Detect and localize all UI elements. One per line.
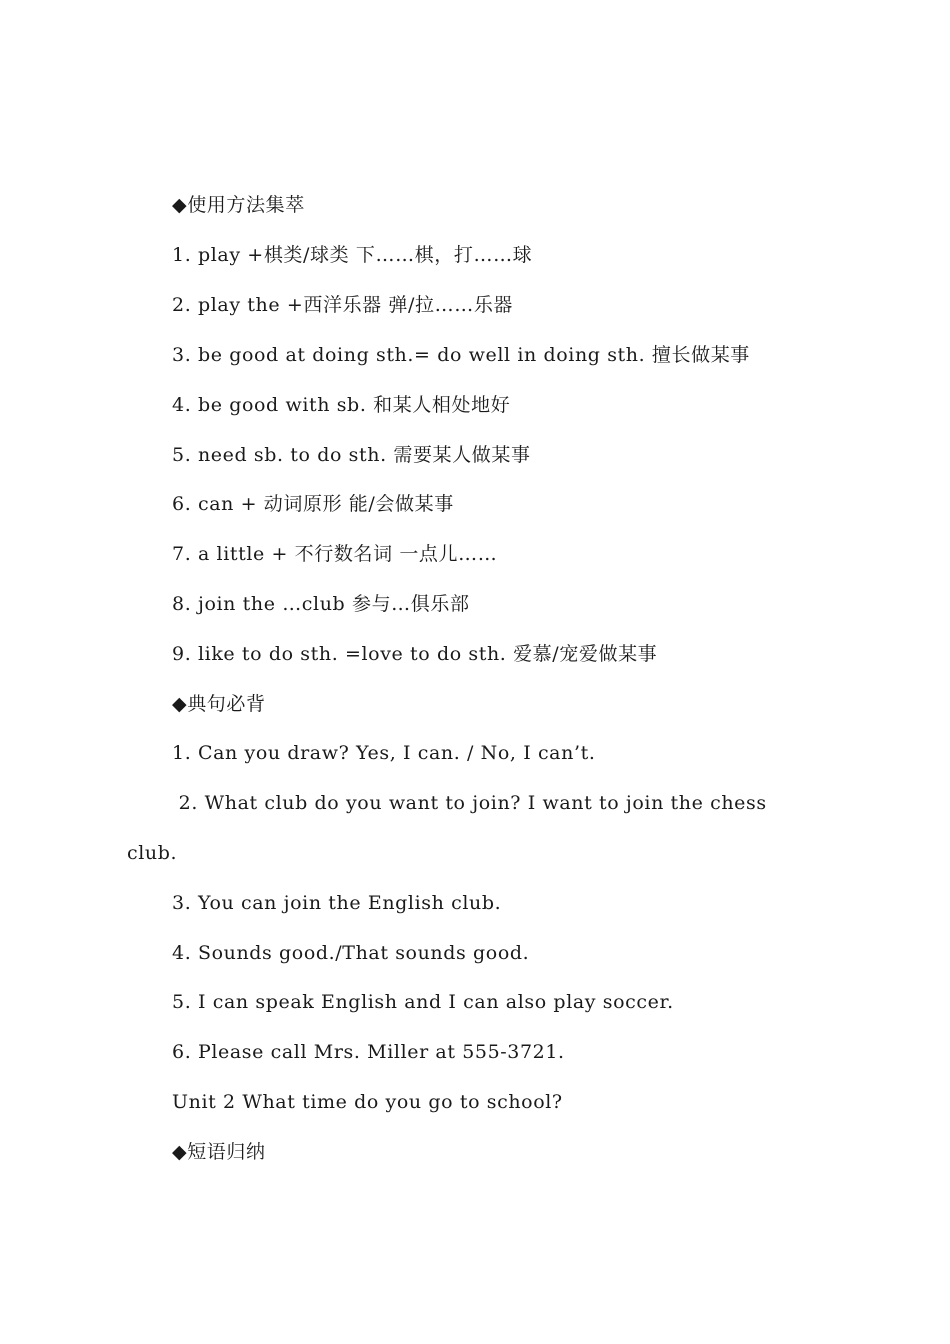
usage-item: 9. like to do sth. =love to do sth. 爱慕/宠爱做某事 <box>172 643 658 665</box>
usage-item: 4. be good with sb. 和某人相处地好 <box>172 394 511 416</box>
usage-item: 8. join the …club 参与…俱乐部 <box>172 593 470 615</box>
sentences-heading: ◆典句必背 <box>172 693 266 715</box>
sentence-item: 6. Please call Mrs. Miller at 555-3721. <box>172 1041 565 1063</box>
unit-title: Unit 2 What time do you go to school? <box>172 1091 563 1113</box>
sentence-item: 4. Sounds good./That sounds good. <box>172 942 530 964</box>
usage-heading: ◆使用方法集萃 <box>172 194 305 216</box>
sentence-continuation: club. <box>127 842 178 864</box>
phrases-heading: ◆短语归纳 <box>172 1141 266 1163</box>
usage-item: 5. need sb. to do sth. 需要某人做某事 <box>172 444 531 466</box>
usage-item: 7. a little + 不行数名词 一点儿…… <box>172 543 498 565</box>
sentence-item: 3. You can join the English club. <box>172 892 502 914</box>
usage-item: 3. be good at doing sth.= do well in doing sth. 擅长做某事 <box>172 344 750 366</box>
usage-item: 6. can + 动词原形 能/会做某事 <box>172 493 454 515</box>
usage-item: 2. play the +西洋乐器 弹/拉……乐器 <box>172 294 514 316</box>
sentence-item: 1. Can you draw? Yes, I can. / No, I can’t. <box>172 742 596 764</box>
sentence-item: 2. What club do you want to join? I want to join the chess <box>172 792 767 814</box>
usage-item: 1. play +棋类/球类 下……棋，打……球 <box>172 244 533 266</box>
sentence-item: 5. I can speak English and I can also play soccer. <box>172 991 674 1013</box>
